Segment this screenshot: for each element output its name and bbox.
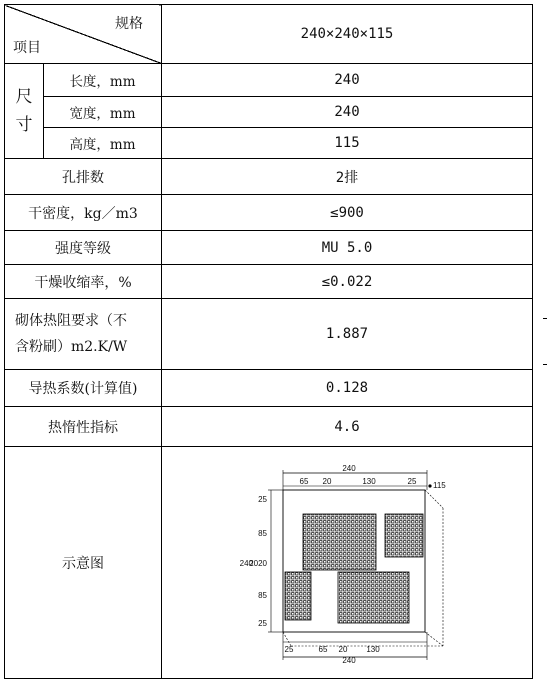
dry-density-value: ≤900: [162, 195, 533, 231]
dim-left-part: 25: [258, 494, 267, 504]
length-label: 长度，mm: [44, 64, 162, 97]
dim-depth: 115: [433, 480, 446, 490]
diagram-label: 示意图: [5, 447, 162, 679]
dim-left-part: 2020: [249, 558, 267, 568]
height-value: 115: [162, 128, 533, 159]
hole-block: [338, 572, 409, 623]
hole-block: [385, 514, 423, 557]
thermal-inertia-value: 4.6: [162, 407, 533, 447]
dim-top-part: 25: [407, 476, 417, 486]
dim-bottom-part: 25: [284, 644, 294, 654]
hole-block: [285, 572, 311, 620]
header-item-label: 项目: [13, 40, 41, 56]
width-label: 宽度，mm: [44, 97, 162, 128]
size-group-label: 尺 寸: [5, 64, 44, 159]
length-value: 240: [162, 64, 533, 97]
table-row: [5, 447, 533, 679]
edge-mark: [543, 318, 547, 319]
height-label: 高度，mm: [44, 128, 162, 159]
dim-left-part: 85: [258, 528, 267, 538]
block-diagram-cell: [162, 447, 533, 679]
thermal-resistance-value: 1.887: [162, 299, 533, 370]
dim-bottom-part: 65: [318, 644, 328, 654]
table-row: [5, 370, 533, 407]
spec-table: [4, 4, 533, 679]
table-row: [5, 159, 533, 195]
table-row: [5, 128, 533, 159]
drying-shrinkage-value: ≤0.022: [162, 265, 533, 299]
dry-density-label: 干密度，kg／m3: [5, 195, 162, 231]
table-row: [5, 97, 533, 128]
hole-rows-value: 2排: [162, 159, 533, 195]
table-row: [5, 195, 533, 231]
table-row: [5, 64, 533, 97]
table-row: [5, 407, 533, 447]
thermal-conductivity-label: 导热系数(计算值): [5, 370, 162, 407]
table-header-row: [5, 5, 533, 64]
table-row: [5, 265, 533, 299]
strength-grade-value: MU 5.0: [162, 231, 533, 265]
dim-bottom-part: 20: [338, 644, 348, 654]
table-row: [5, 299, 533, 370]
width-value: 240: [162, 97, 533, 128]
edge-mark: [543, 364, 547, 365]
drying-shrinkage-label: 干燥收缩率，%: [5, 265, 162, 299]
hole-block: [303, 514, 376, 570]
header-diagonal-cell: [5, 5, 162, 64]
strength-grade-label: 强度等级: [5, 231, 162, 265]
thermal-conductivity-value: 0.128: [162, 370, 533, 407]
dim-top-total: 240: [342, 463, 356, 473]
hole-rows-label: 孔排数: [5, 159, 162, 195]
header-spec-label: 规格: [115, 16, 143, 32]
block-diagram: [239, 463, 447, 665]
header-spec-value: 240×240×115: [162, 5, 533, 64]
dim-top-part: 20: [322, 476, 332, 486]
thermal-resistance-label: 砌体热阻要求（不 含粉刷）m2.K/W: [5, 299, 162, 370]
thermal-inertia-label: 热惰性指标: [5, 407, 162, 447]
dim-left-total: 240: [239, 558, 253, 568]
dim-top-part: 130: [362, 476, 376, 486]
dim-top-part: 65: [299, 476, 309, 486]
dim-left-part: 25: [258, 618, 267, 628]
dim-left-part: 85: [258, 590, 267, 600]
dim-bottom-total: 240: [342, 655, 356, 665]
table-row: [5, 231, 533, 265]
dim-bottom-part: 130: [366, 644, 380, 654]
